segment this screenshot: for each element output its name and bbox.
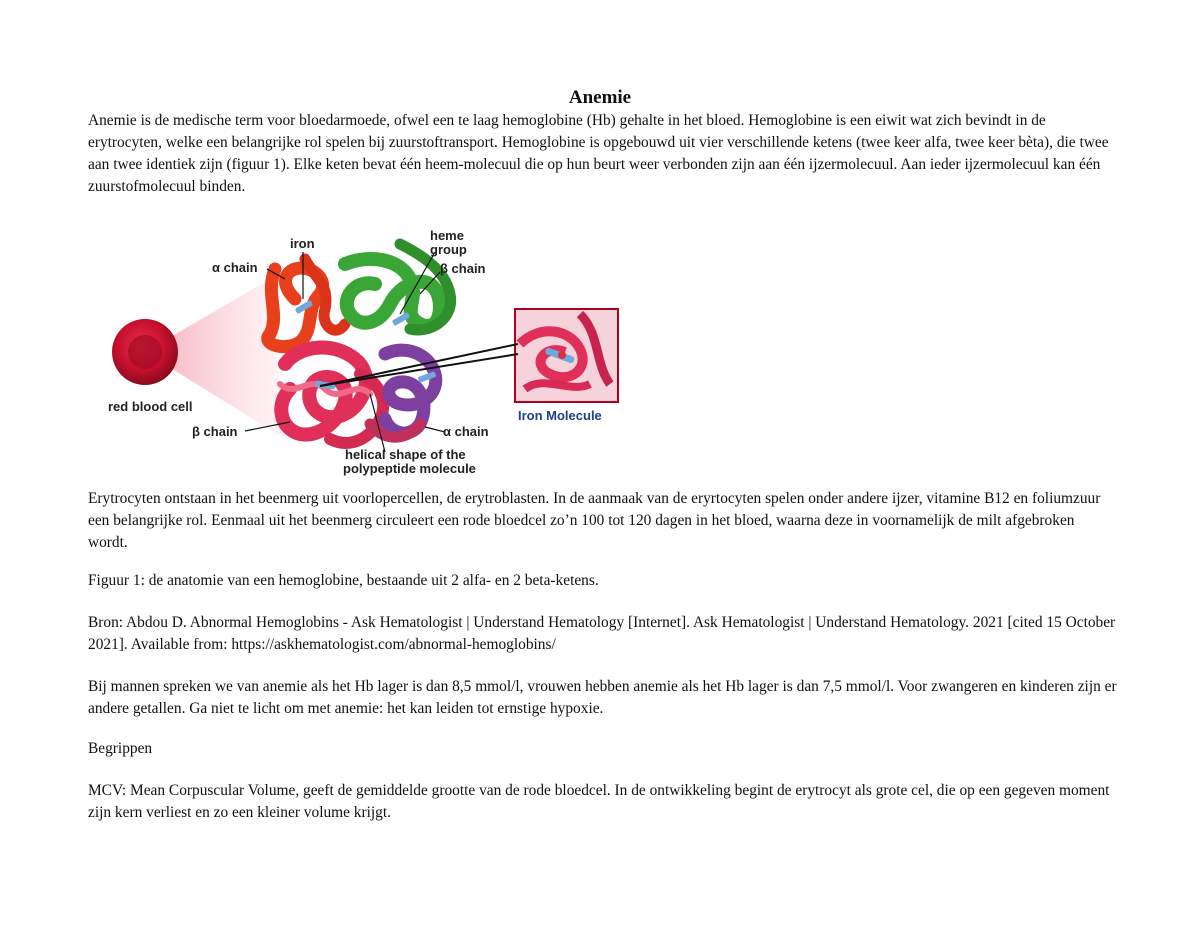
red-blood-cell-icon (112, 319, 178, 385)
label-beta-chain-bottom: β chain (192, 424, 238, 439)
mcv-paragraph: MCV: Mean Corpuscular Volume, geeft de gemiddelde grootte van de rode bloedcel. In de ontwikkeling begint de erytrocyt als grote cel, die op een gegeven moment zijn kern verliest en zo een kleiner volume krijgt. (88, 782, 1110, 821)
label-beta-chain-top: β chain (440, 261, 486, 276)
label-helical-line1: helical shape of the (345, 447, 466, 462)
label-alpha-chain-top: α chain (212, 260, 258, 275)
intro-paragraph: Anemie is de medische term voor bloedarmoede, ofwel een te laag hemoglobine (Hb) gehalte in het bloed. Hemoglobine is een eiwit wat zich bevindt in de erytrocyten, welke een belangrijke rol spelen bij zuurstoftransport. Hemoglobine is opgebouwd uit vier verschillende ketens (twee keer alfa, twee keer bèta), die twee aan twee identiek zijn (figuur 1). Elke keten bevat één heem-molecuul die op hun beurt weer verbonden zijn aan één ijzermolecuul. Aan ieder ijzermolecuul kan één zuurstofmolecuul binden. (88, 112, 1109, 195)
label-red-blood-cell: red blood cell (108, 399, 193, 414)
thresholds-paragraph: Bij mannen spreken we van anemie als het Hb lager is dan 8,5 mmol/l, vrouwen hebben anemie als het Hb lager is dan 7,5 mmol/l. Voor zwangeren en kinderen zijn er andere getallen. Ga niet te licht om met anemie: het kan leiden tot ernstige hypoxie. (88, 678, 1117, 717)
page-title: Anemie (568, 87, 632, 108)
label-iron: iron (290, 236, 315, 251)
label-heme-line2: group (430, 242, 467, 257)
label-iron-molecule: Iron Molecule (518, 408, 602, 423)
label-alpha-chain-bottom: α chain (443, 424, 489, 439)
label-helical-line2: polypeptide molecule (343, 461, 476, 476)
hemoglobin-figure (100, 224, 640, 480)
iron-molecule-zoom-icon (515, 309, 618, 402)
source-citation: Bron: Abdou D. Abnormal Hemoglobins - Ask Hematologist | Understand Hematology [Internet]. Ask Hematologist | Understand Hematology. 2021 [cited 15 October 2021]. Available from: https://askhematologist.com/abnormal-hemoglobins/ (88, 614, 1116, 653)
figure-caption: Figuur 1: de anatomie van een hemoglobine, bestaande uit 2 alfa- en 2 beta-ketens. (88, 572, 599, 589)
erythrocytes-paragraph: Erytrocyten ontstaan in het beenmerg uit voorlopercellen, de erytroblasten. In de aanmaak van de eryrtocyten spelen onder andere ijzer, vitamine B12 en foliumzuur een belangrijke rol. Eenmaal uit het beenmerg circuleert een rode bloedcel zo’n 100 tot 120 dagen in het bloed, waarna deze in voornamelijk de milt afgebroken wordt. (88, 490, 1101, 551)
terms-heading: Begrippen (88, 740, 153, 757)
label-heme-line1: heme (430, 228, 464, 243)
